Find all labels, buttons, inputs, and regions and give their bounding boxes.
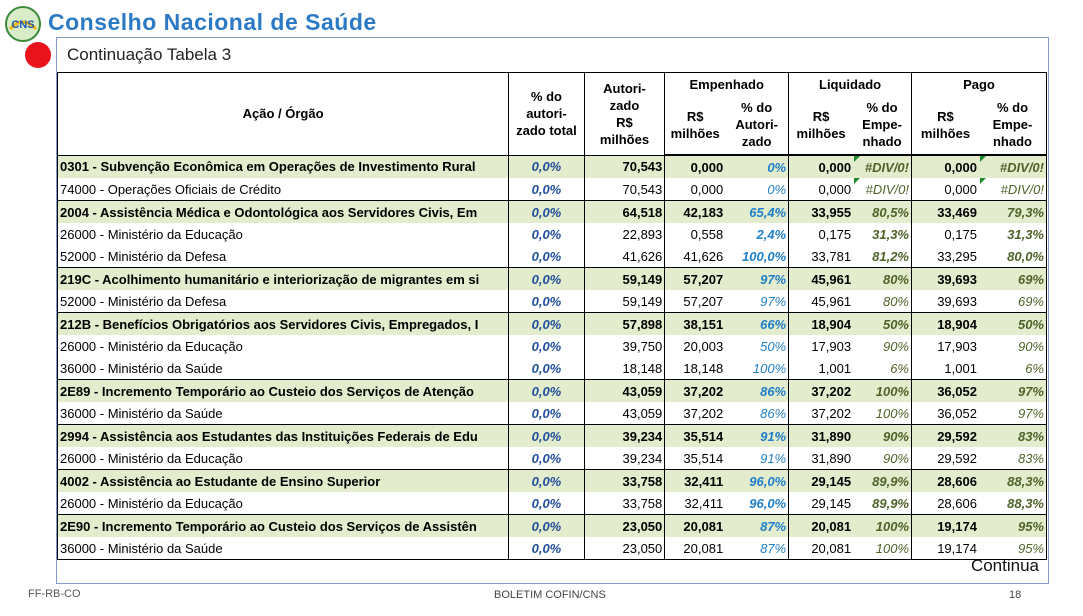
autorizado-cell: 18,148 [584, 357, 665, 380]
autorizado-cell: 70,543 [584, 178, 665, 201]
pago-pct-header: % do Empe- nhado [979, 95, 1047, 155]
pago-rs-header: R$ milhões [912, 95, 979, 155]
empenhado-pct-cell: 96,0% [725, 470, 788, 493]
empenhado-cell: 57,207 [665, 268, 725, 291]
table-body [58, 155, 1047, 560]
group-row [58, 425, 1047, 448]
acao-cell: 219C - Acolhimento humanitário e interiorização de migrantes em si [58, 268, 509, 291]
pago-pct-cell: 95% [979, 537, 1047, 560]
empenhado-cell: 32,411 [665, 470, 725, 493]
col-pago-header: Pago [912, 73, 1047, 96]
pct-total-cell: 0,0% [509, 357, 585, 380]
empenhado-cell: 20,003 [665, 335, 725, 357]
error-indicator-icon [980, 156, 986, 162]
acao-cell: 26000 - Ministério da Educação [58, 335, 509, 357]
pct-total-cell: 0,0% [509, 155, 585, 178]
group-row [58, 201, 1047, 224]
liquidado-cell: 0,175 [789, 223, 853, 245]
liquidado-cell: 20,081 [789, 515, 853, 538]
empenhado-pct-cell: 100% [725, 357, 788, 380]
sub-row [58, 335, 1047, 357]
empenhado-pct-cell: 50% [725, 335, 788, 357]
liquidado-cell: 0,000 [789, 178, 853, 201]
empenhado-pct-cell: 96,0% [725, 492, 788, 515]
liquidado-cell: 20,081 [789, 537, 853, 560]
pago-cell: 39,693 [912, 268, 979, 291]
autorizado-cell: 23,050 [584, 515, 665, 538]
group-row [58, 155, 1047, 178]
empenhado-cell: 38,151 [665, 313, 725, 336]
liquidado-pct-cell: #DIV/0! [853, 178, 911, 201]
pago-pct-cell: 31,3% [979, 223, 1047, 245]
empenhado-pct-cell: 65,4% [725, 201, 788, 224]
pct-total-cell: 0,0% [509, 447, 585, 470]
pct-total-cell: 0,0% [509, 178, 585, 201]
pct-total-cell: 0,0% [509, 335, 585, 357]
empenhado-cell: 42,183 [665, 201, 725, 224]
liquidado-cell: 31,890 [789, 425, 853, 448]
pago-cell: 29,592 [912, 425, 979, 448]
pago-cell: 0,000 [912, 178, 979, 201]
pago-pct-cell: 79,3% [979, 201, 1047, 224]
emp-rs-header: R$ milhões [665, 95, 725, 155]
liquidado-cell: 33,781 [789, 245, 853, 268]
empenhado-pct-cell: 86% [725, 380, 788, 403]
liquidado-pct-cell: 100% [853, 515, 911, 538]
liquidado-pct-cell: #DIV/0! [853, 155, 911, 178]
acao-cell: 4002 - Assistência ao Estudante de Ensino Superior [58, 470, 509, 493]
empenhado-pct-cell: 91% [725, 425, 788, 448]
acao-cell: 2E89 - Incremento Temporário ao Custeio dos Serviços de Atenção [58, 380, 509, 403]
liquidado-pct-cell: 80% [853, 268, 911, 291]
sub-row [58, 447, 1047, 470]
acao-cell: 2E90 - Incremento Temporário ao Custeio dos Serviços de Assistên [58, 515, 509, 538]
acao-cell: 212B - Benefícios Obrigatórios aos Servidores Civis, Empregados, I [58, 313, 509, 336]
pago-cell: 33,469 [912, 201, 979, 224]
pago-cell: 29,592 [912, 447, 979, 470]
pago-cell: 39,693 [912, 290, 979, 313]
liquidado-pct-cell: 90% [853, 335, 911, 357]
empenhado-pct-cell: 97% [725, 290, 788, 313]
pct-total-cell: 0,0% [509, 537, 585, 560]
empenhado-pct-cell: 87% [725, 537, 788, 560]
group-row [58, 313, 1047, 336]
acao-cell: 2994 - Assistência aos Estudantes das Instituições Federais de Edu [58, 425, 509, 448]
acao-cell: 26000 - Ministério da Educação [58, 223, 509, 245]
acao-cell: 2004 - Assistência Médica e Odontológica aos Servidores Civis, Em [58, 201, 509, 224]
autorizado-cell: 57,898 [584, 313, 665, 336]
liquidado-cell: 45,961 [789, 268, 853, 291]
pct-total-cell: 0,0% [509, 492, 585, 515]
cns-logo-icon [4, 5, 42, 43]
pago-cell: 36,052 [912, 402, 979, 425]
error-indicator-icon [854, 178, 860, 184]
pago-cell: 17,903 [912, 335, 979, 357]
empenhado-pct-cell: 91% [725, 447, 788, 470]
acao-cell: 0301 - Subvenção Econômica em Operações de Investimento Rural [58, 155, 509, 178]
liquidado-pct-cell: 50% [853, 313, 911, 336]
acao-cell: 26000 - Ministério da Educação [58, 447, 509, 470]
liquidado-cell: 17,903 [789, 335, 853, 357]
empenhado-cell: 0,000 [665, 155, 725, 178]
pago-pct-cell: 69% [979, 290, 1047, 313]
liquidado-pct-cell: 90% [853, 447, 911, 470]
liq-pct-header: % do Empe- nhado [853, 95, 911, 155]
liquidado-pct-cell: 90% [853, 425, 911, 448]
sub-row [58, 245, 1047, 268]
red-marker [25, 42, 51, 68]
autorizado-cell: 39,234 [584, 425, 665, 448]
pct-total-cell: 0,0% [509, 268, 585, 291]
sub-row [58, 402, 1047, 425]
pago-cell: 1,001 [912, 357, 979, 380]
liquidado-cell: 29,145 [789, 470, 853, 493]
pct-total-cell: 0,0% [509, 402, 585, 425]
acao-cell: 26000 - Ministério da Educação [58, 492, 509, 515]
empenhado-cell: 41,626 [665, 245, 725, 268]
pago-cell: 19,174 [912, 537, 979, 560]
col-empenhado-header: Empenhado [665, 73, 789, 96]
empenhado-cell: 20,081 [665, 537, 725, 560]
pago-cell: 18,904 [912, 313, 979, 336]
autorizado-cell: 41,626 [584, 245, 665, 268]
autorizado-cell: 22,893 [584, 223, 665, 245]
pago-cell: 19,174 [912, 515, 979, 538]
sub-row [58, 357, 1047, 380]
autorizado-cell: 59,149 [584, 290, 665, 313]
empenhado-cell: 0,558 [665, 223, 725, 245]
acao-cell: 36000 - Ministério da Saúde [58, 537, 509, 560]
sub-row [58, 537, 1047, 560]
empenhado-pct-cell: 66% [725, 313, 788, 336]
liquidado-cell: 37,202 [789, 402, 853, 425]
pct-total-cell: 0,0% [509, 425, 585, 448]
empenhado-cell: 0,000 [665, 178, 725, 201]
autorizado-cell: 33,758 [584, 492, 665, 515]
col-liquidado-header: Liquidado [789, 73, 912, 96]
pago-pct-cell: 83% [979, 425, 1047, 448]
liquidado-cell: 0,000 [789, 155, 853, 178]
autorizado-cell: 33,758 [584, 470, 665, 493]
error-indicator-icon [854, 156, 860, 162]
pago-pct-cell: 95% [979, 515, 1047, 538]
autorizado-cell: 43,059 [584, 402, 665, 425]
pago-cell: 0,175 [912, 223, 979, 245]
pago-pct-cell: 50% [979, 313, 1047, 336]
empenhado-cell: 37,202 [665, 380, 725, 403]
autorizado-cell: 59,149 [584, 268, 665, 291]
liquidado-pct-cell: 89,9% [853, 492, 911, 515]
liq-rs-header: R$ milhões [789, 95, 853, 155]
liquidado-pct-cell: 6% [853, 357, 911, 380]
pago-pct-cell: 90% [979, 335, 1047, 357]
pago-pct-cell: 88,3% [979, 470, 1047, 493]
pct-total-cell: 0,0% [509, 515, 585, 538]
autorizado-cell: 39,234 [584, 447, 665, 470]
empenhado-cell: 35,514 [665, 447, 725, 470]
pago-pct-cell: 97% [979, 380, 1047, 403]
empenhado-cell: 32,411 [665, 492, 725, 515]
pago-pct-cell: 97% [979, 402, 1047, 425]
page-title: Continuação Tabela 3 [67, 45, 232, 64]
autorizado-cell: 39,750 [584, 335, 665, 357]
budget-table [57, 72, 1047, 560]
pago-pct-cell: 6% [979, 357, 1047, 380]
sub-row [58, 290, 1047, 313]
liquidado-cell: 18,904 [789, 313, 853, 336]
empenhado-cell: 37,202 [665, 402, 725, 425]
acao-cell: 36000 - Ministério da Saúde [58, 402, 509, 425]
empenhado-pct-cell: 100,0% [725, 245, 788, 268]
autorizado-cell: 64,518 [584, 201, 665, 224]
liquidado-cell: 33,955 [789, 201, 853, 224]
liquidado-cell: 45,961 [789, 290, 853, 313]
empenhado-pct-cell: 87% [725, 515, 788, 538]
continua-label: Continua [970, 556, 1039, 575]
group-row [58, 268, 1047, 291]
liquidado-cell: 31,890 [789, 447, 853, 470]
empenhado-cell: 57,207 [665, 290, 725, 313]
sub-row [58, 178, 1047, 201]
liquidado-cell: 1,001 [789, 357, 853, 380]
col-acao-header: Ação / Órgão [58, 73, 509, 156]
pago-cell: 33,295 [912, 245, 979, 268]
group-row [58, 470, 1047, 493]
footer-center: BOLETIM COFIN/CNS [494, 589, 606, 601]
org-name: Conselho Nacional de Saúde [48, 9, 377, 35]
liquidado-pct-cell: 31,3% [853, 223, 911, 245]
empenhado-pct-cell: 2,4% [725, 223, 788, 245]
pct-total-cell: 0,0% [509, 290, 585, 313]
group-row [58, 380, 1047, 403]
acao-cell: 52000 - Ministério da Defesa [58, 290, 509, 313]
error-indicator-icon [980, 178, 986, 184]
emp-pct-header: % do Autori- zado [725, 95, 788, 155]
empenhado-pct-cell: 86% [725, 402, 788, 425]
pct-total-cell: 0,0% [509, 380, 585, 403]
liquidado-pct-cell: 80,5% [853, 201, 911, 224]
liquidado-pct-cell: 81,2% [853, 245, 911, 268]
col-pct-header: % do autori- zado total [509, 73, 585, 156]
pago-cell: 0,000 [912, 155, 979, 178]
pct-total-cell: 0,0% [509, 245, 585, 268]
sub-row [58, 223, 1047, 245]
pago-cell: 28,606 [912, 470, 979, 493]
liquidado-pct-cell: 100% [853, 380, 911, 403]
pago-cell: 36,052 [912, 380, 979, 403]
empenhado-cell: 18,148 [665, 357, 725, 380]
autorizado-cell: 70,543 [584, 155, 665, 178]
pago-pct-cell: 69% [979, 268, 1047, 291]
pct-total-cell: 0,0% [509, 470, 585, 493]
liquidado-cell: 37,202 [789, 380, 853, 403]
pct-total-cell: 0,0% [509, 223, 585, 245]
autorizado-cell: 43,059 [584, 380, 665, 403]
empenhado-pct-cell: 0% [725, 178, 788, 201]
empenhado-pct-cell: 97% [725, 268, 788, 291]
acao-cell: 36000 - Ministério da Saúde [58, 357, 509, 380]
liquidado-pct-cell: 100% [853, 402, 911, 425]
pct-total-cell: 0,0% [509, 201, 585, 224]
pago-pct-cell: #DIV/0! [979, 155, 1047, 178]
pago-pct-cell: #DIV/0! [979, 178, 1047, 201]
empenhado-cell: 20,081 [665, 515, 725, 538]
pago-cell: 28,606 [912, 492, 979, 515]
pct-total-cell: 0,0% [509, 313, 585, 336]
liquidado-pct-cell: 100% [853, 537, 911, 560]
empenhado-pct-cell: 0% [725, 155, 788, 178]
acao-cell: 52000 - Ministério da Defesa [58, 245, 509, 268]
logo-text: CNS [11, 19, 35, 31]
sub-row [58, 492, 1047, 515]
footer-left: FF-RB-CO [28, 588, 81, 600]
col-autorizado-header: Autori- zado R$ milhões [584, 73, 665, 156]
pago-pct-cell: 88,3% [979, 492, 1047, 515]
title-box [56, 37, 1049, 71]
pago-pct-cell: 83% [979, 447, 1047, 470]
liquidado-pct-cell: 89,9% [853, 470, 911, 493]
autorizado-cell: 23,050 [584, 537, 665, 560]
acao-cell: 74000 - Operações Oficiais de Crédito [58, 178, 509, 201]
group-row [58, 515, 1047, 538]
liquidado-cell: 29,145 [789, 492, 853, 515]
pago-pct-cell: 80,0% [979, 245, 1047, 268]
liquidado-pct-cell: 80% [853, 290, 911, 313]
page-number: 18 [1009, 589, 1022, 601]
empenhado-cell: 35,514 [665, 425, 725, 448]
